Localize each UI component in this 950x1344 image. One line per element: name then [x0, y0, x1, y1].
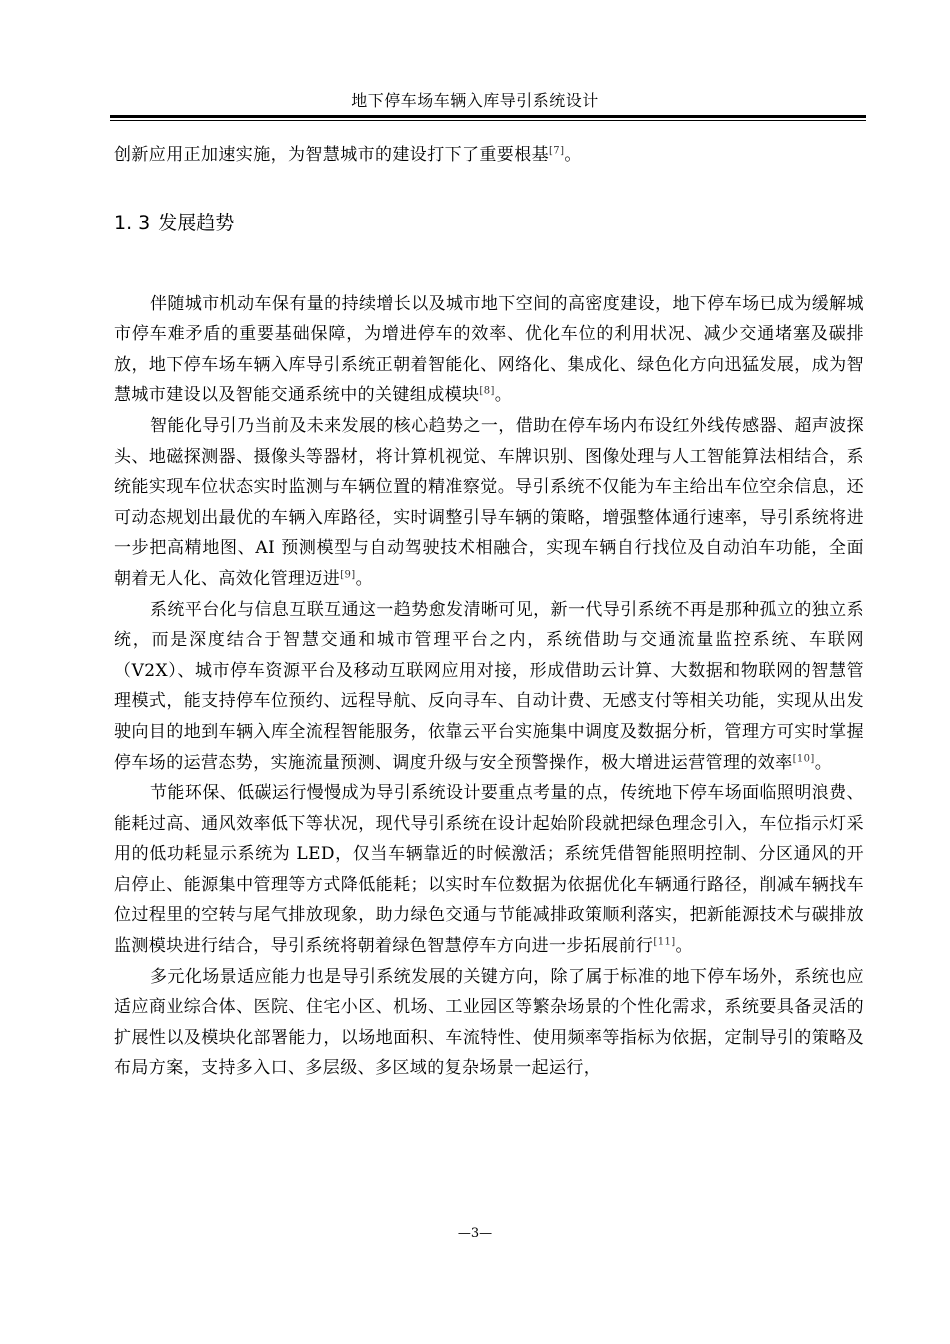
- section-number: 1. 3: [114, 211, 151, 234]
- body-paragraph: [114, 411, 864, 595]
- intro-paragraph: [114, 140, 864, 171]
- body-paragraph: [114, 962, 864, 1084]
- body-paragraph: [114, 289, 864, 411]
- paragraph-end: 。: [814, 752, 833, 773]
- intro-text: 创新应用正加速实施，为智慧城市的建设打下了重要根基: [114, 145, 549, 165]
- paragraph-text: 多元化场景适应能力也是导引系统发展的关键方向，除了属于标准的地下停车场外，系统也应适应商业综合体、医院、住宅小区、机场、工业园区等繁杂场景的个性化需求，系统要具备灵活的扩展性以及模块化部署能力，以场地面积、车流特性、使用频率等指标为依据，定制导引的策略及布局方案，支持多入口、多层级、多区域的复杂场景一起运行，: [114, 966, 864, 1079]
- paragraph-text: 智能化导引乃当前及未来发展的核心趋势之一，借助在停车场内布设红外线传感器、超声波探头、地磁探测器、摄像头等器材，将计算机视觉、车牌识别、图像处理与人工智能算法相结合，系统能实现车位状态实时监测与车辆位置的精准察觉。导引系统不仅能为车主给出车位空余信息，还可动态规划出最优的车辆入库路径，实时调整引导车辆的策略，增强整体通行速率，导引系统将进一步把高精地图、AI 预测模型与自动驾驶技术相融合，实现车辆自行找位及自动泊车功能，全面朝着无人化、高效化管理迈进: [114, 415, 864, 589]
- page-number: —3—: [457, 1226, 493, 1241]
- section-title: 发展趋势: [158, 211, 235, 234]
- paragraph-text: 节能环保、低碳运行慢慢成为导引系统设计要重点考量的点，传统地下停车场面临照明浪费、能耗过高、通风效率低下等状况，现代导引系统在设计起始阶段就把绿色理念引入，车位指示灯采用的低功耗显示系统为 LED，仅当车辆靠近的时候激活；系统凭借智能照明控制、分区通风的开启停止、能源集中管理等方式降低能耗；以实时车位数据为依据优化车辆通行路径，削减车辆找车位过程里的空转与尾气排放现象，助力绿色交通与节能减排政策顺利落实，把新能源技术与碳排放监测模块进行结合，导引系统将朝着绿色智慧停车方向进一步拓展前行: [114, 783, 864, 957]
- paragraph-end: 。: [675, 936, 693, 957]
- citation: [9]: [340, 569, 356, 581]
- citation: [8]: [479, 385, 495, 397]
- paragraph-end: 。: [494, 385, 513, 406]
- paragraph-text: 伴随城市机动车保有量的持续增长以及城市地下空间的高密度建设，地下停车场已成为缓解城市停车难矛盾的重要基础保障，为增进停车的效率、优化车位的利用状况、减少交通堵塞及碳排放，地下停车场车辆入库导引系统正朝着智能化、网络化、集成化、绿色化方向迅猛发展，成为智慧城市建设以及智能交通系统中的关键组成模块: [114, 293, 864, 406]
- header-rule-thin: [110, 120, 866, 121]
- header-rule-thick: [110, 115, 866, 118]
- paragraph-end: 。: [355, 568, 373, 589]
- intro-end: 。: [564, 145, 582, 165]
- section-heading: [114, 211, 864, 235]
- citation: [10]: [792, 752, 815, 764]
- body-paragraph: [114, 595, 864, 779]
- paragraph-text: 系统平台化与信息互联互通这一趋势愈发清晰可见，新一代导引系统不再是那种孤立的独立系统，而是深度结合于智慧交通和城市管理平台之内，系统借助与交通流量监控系统、车联网（V2X）、城市停车资源平台及移动互联网应用对接，形成借助云计算、大数据和物联网的智慧管理模式，能支持停车位预约、远程导航、反向寻车、自动计费、无感支付等相关功能，实现从出发驶向目的地到车辆入库全流程智能服务，依靠云平台实施集中调度及数据分析，管理方可实时掌握停车场的运营态势，实施流量预测、调度升级与安全预警操作，极大增进运营管理的效率: [114, 599, 864, 773]
- body-paragraph: [114, 778, 864, 962]
- running-header: 地下停车场车辆入库导引系统设计: [351, 91, 599, 110]
- citation: [11]: [653, 936, 676, 948]
- citation: [7]: [549, 145, 565, 157]
- page-body: [114, 140, 864, 1084]
